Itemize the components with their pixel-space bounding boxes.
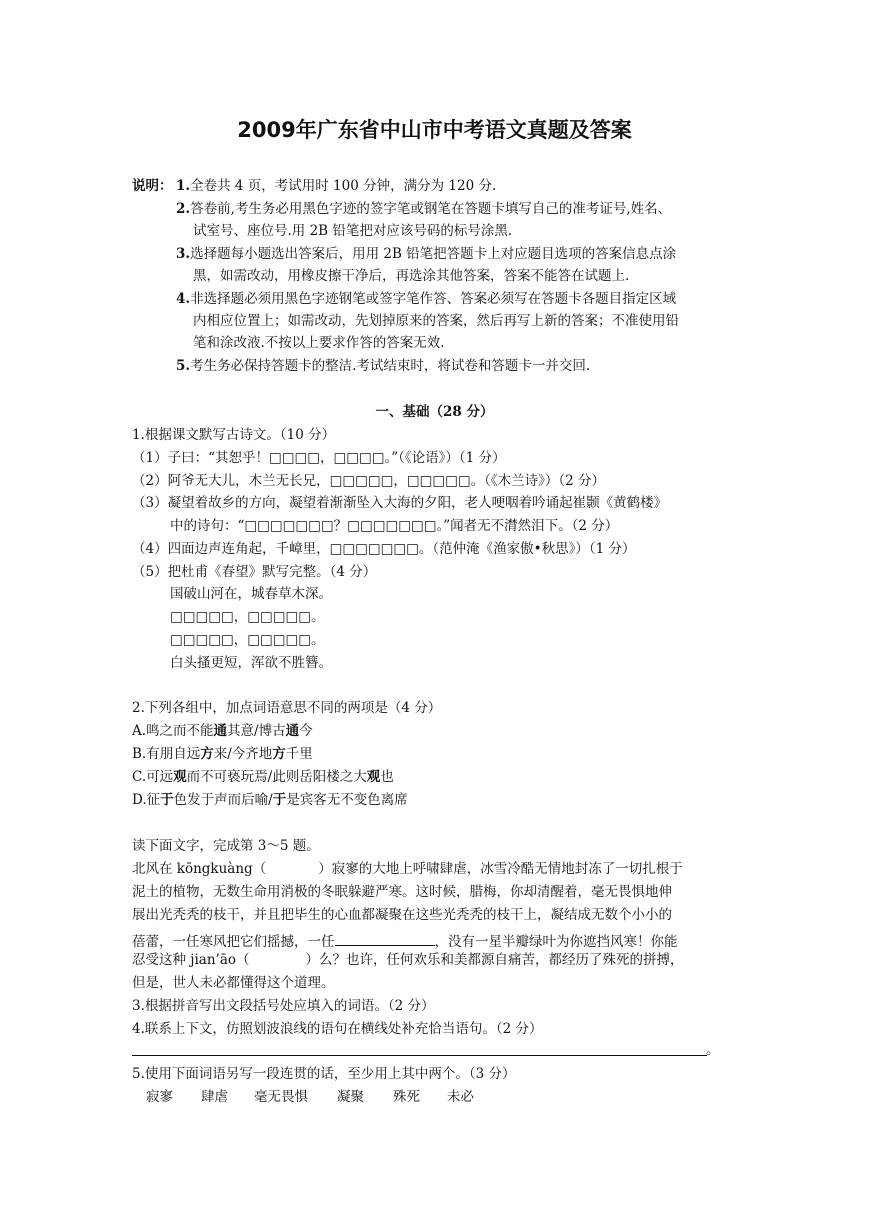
q3-stem: 3.根据拼音写出文段括号处应填入的词语。（2 分） <box>132 998 435 1014</box>
q5-word: 未必 <box>447 1089 474 1105</box>
instruction-4-cont1: 内相应位置上；如需改动，先划掉原来的答案，然后再写上新的答案；不准使用铅 <box>193 313 679 329</box>
poem-line: □□□□□，□□□□□。 <box>170 632 325 648</box>
q1-part5: （5）把杜甫《春望》默写完整。（4 分） <box>132 564 377 580</box>
instruction-4-cont2: 笔和涂改液.不按以上要求作答的答案无效. <box>193 335 445 351</box>
passage-line: 展出光秃秃的枝干，并且把毕生的心血都凝聚在这些光秃秃的枝干上，凝结成无数个小小的 <box>132 907 672 923</box>
q1-part3-cont: 中的诗句：“□□□□□□□？□□□□□□□。”闻者无不潸然泪下。（2 分） <box>170 518 619 534</box>
q1-part3: （3）凝望着故乡的方向，凝望着渐渐坠入大海的夕阳，老人哽咽着吟诵起崔颢《黄鹤楼》 <box>132 495 668 511</box>
passage-line: 但是，世人未必都懂得这个道理。 <box>132 975 335 991</box>
passage-intro: 读下面文字，完成第 3～5 题。 <box>132 838 320 854</box>
q2-stem: 2.下列各组中，加点词语意思不同的两项是（4 分） <box>132 700 442 716</box>
q2-option-d: D.征于色发于声而后喻/于是宾客无不变色离席 <box>132 792 408 808</box>
poem-line: □□□□□，□□□□□。 <box>170 609 325 625</box>
passage-line: 泥土的植物，无数生命用消极的冬眠躲避严寒。这时候，腊梅，你却清醒着，毫无畏惧地伸 <box>132 884 672 900</box>
q1-stem: 1.根据课文默写古诗文。（10 分） <box>132 427 336 443</box>
instruction-3-cont: 黑，如需改动，用橡皮擦干净后，再选涂其他答案，答案不能答在试题上. <box>193 268 630 284</box>
q2-option-a: A.鸣之而不能通其意/博古通今 <box>132 723 313 739</box>
blank-line[interactable] <box>335 932 435 946</box>
section-heading: 一、基础（28 分） <box>375 404 494 420</box>
poem-line: 国破山河在，城春草木深。 <box>170 586 332 602</box>
q5-word: 殊死 <box>393 1089 420 1105</box>
q5-word: 寂寥 <box>146 1089 173 1105</box>
q2-option-b: B.有朋自远方来/今齐地方千里 <box>132 746 313 762</box>
q5-word: 毫无畏惧 <box>254 1089 308 1105</box>
passage-line: 蓓蕾，一任寒风把它们摇撼，一任 ，没有一星半瓣绿叶为你遮挡风寒！你能 <box>132 934 678 950</box>
instruction-1: 1.全卷共 4 页，考试用时 100 分钟，满分为 120 分. <box>176 178 497 194</box>
answer-line[interactable] <box>132 1055 707 1056</box>
instruction-4: 4.非选择题必须用黑色字迹钢笔或签字笔作答、答案必须写在答题卡各题目指定区域 <box>176 291 677 307</box>
q2-option-c: C.可远观而不可亵玩焉/此则岳阳楼之大观也 <box>132 769 394 785</box>
instruction-3: 3.选择题每小题选出答案后，用用 2B 铅笔把答题卡上对应题目选项的答案信息点涂 <box>176 246 677 262</box>
instructions-label: 说明： <box>132 178 173 194</box>
q1-part2: （2）阿爷无大儿，木兰无长兄，□□□□□，□□□□□。（《木兰诗》）（2 分） <box>132 473 606 489</box>
q4-stem: 4.联系上下文，仿照划波浪线的语句在横线处补充恰当语句。（2 分） <box>132 1021 543 1037</box>
q5-word: 凝聚 <box>337 1089 364 1105</box>
q1-part4: （4）四面边声连角起，千嶂里，□□□□□□□。（范仲淹《渔家傲•秋思》）（1 分） <box>132 541 636 557</box>
answer-line-end: 。 <box>706 1042 720 1058</box>
instruction-5: 5.考生务必保持答题卡的整洁.考试结束时，将试卷和答题卡一并交回. <box>176 358 591 374</box>
poem-line: 白头搔更短，浑欲不胜簪。 <box>170 655 332 671</box>
q1-part1: （1）子曰：“其恕乎！□□□□，□□□□。”（《论语》）（1 分） <box>132 450 506 466</box>
instruction-2: 2.答卷前,考生务必用黑色字迹的签字笔或钢笔在答题卡填写自己的准考证号,姓名、 <box>176 201 672 217</box>
passage-line: 忍受这种 jian’āo（ ）么？也许，任何欢乐和美都源自痛苦，都经历了殊死的拼搏， <box>132 952 684 968</box>
page-title: 2009年广东省中山市中考语文真题及答案 <box>237 118 632 142</box>
q5-word: 肆虐 <box>201 1089 228 1105</box>
passage-line: 北风在 kōngkuàng（ ）寂寥的大地上呼啸肆虐，冰雪冷酷无情地封冻了一切扎根于 <box>132 861 683 877</box>
q5-stem: 5.使用下面词语另写一段连贯的话，至少用上其中两个。（3 分） <box>132 1066 516 1082</box>
instruction-2-cont: 试室号、座位号.用 2B 铅笔把对应该号码的标号涂黑. <box>193 223 513 239</box>
